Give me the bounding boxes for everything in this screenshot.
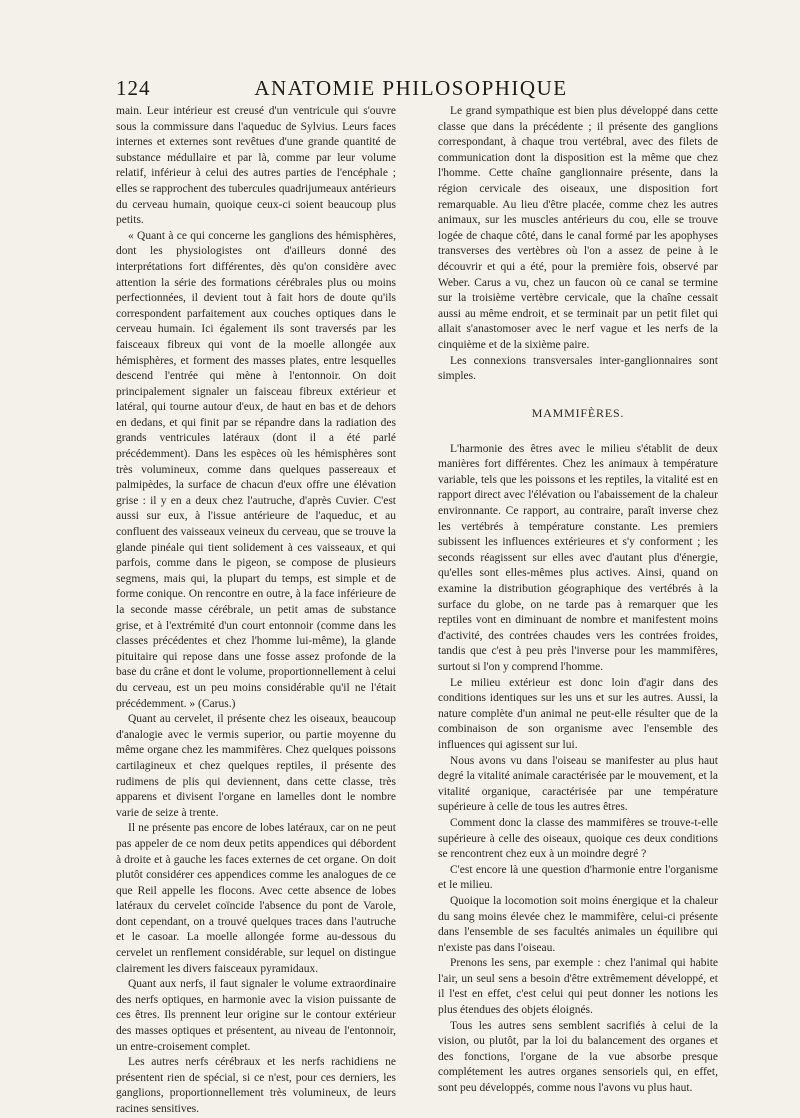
paragraph: Il ne présente pas encore de lobes latéraux, car on ne peut pas appeler de ce nom deux petits appendices qui débordent à droite et à gauche les faces externes de cet organe. On doit plutôt considérer ces appendices comme les analogues de ce que Reil appelle les flocons. Avec cette absence de lobes latéraux du cervelet coïncide l'absence du pont de Varole, dont cependant, on a trouvé quelques traces dans l'autruche et le casoar. La moelle allongée forme au-dessous du cervelet un renflement considérable, sur lequel on distingue clairement les divers faisceaux pyramidaux. [116, 822, 396, 975]
page-header [116, 76, 706, 102]
paragraph: main. Leur intérieur est creusé d'un ventricule qui s'ouvre sous la commissure dans l'aqueduc de Sylvius. Leurs faces internes et externes sont revêtues d'une grande quantité de substance médullaire et par là, comme par leur volume relatif, inférieur à celui des autres parties de l'encéphale ; elles se rapprochent des tubercules quadrijumeaux antérieurs du cerveau humain, quoique ceux-ci soient beaucoup plus petits. [116, 105, 396, 227]
paragraph: Quant au cervelet, il présente chez les oiseaux, beaucoup d'analogie avec le vermis superior, ou partie moyenne du même organe chez les mammifères. Chez quelques poissons cartilagineux et chez quelques reptiles, il présente des rudimens de plis qui deviennent, dans cette classe, très apparens et divisent l'organe en lamelles dont le nombre varie de seize à trente. [116, 713, 396, 819]
right-column [438, 104, 718, 1097]
paragraph: « Quant à ce qui concerne les ganglions des hémisphères, dont les physiologistes ont d'ailleurs donné des interprétations fort différentes, dès qu'on considère avec attention la série des formations cérébrales plus ou moins perfectionnées, il devient tout à fait hors de doute qu'ils correspondent parfaitement aux couches optiques dans le cerveau humain. Ici également ils sont traversés par les faisceaux fibreux qui vont de la moelle allongée aux hémisphères, et forment des masses plates, entre lesquelles descend l'entrée qui mène à l'entonnoir. On doit principalement signaler un faisceau fibreux extérieur et latéral, qui tourne autour d'eux, de haut en bas et de dehors en dedans, et qui finit par se répandre dans la radiation des grands ventricules latéraux (dont il a été parlé précédemment). Dans les espèces où les hémisphères sont très volumineux, comme dans quelques passereaux et palmipèdes, la surface de chacun d'eux offre une élévation grise : il y en a deux chez l'autruche, d'après Cuvier. C'est aussi sur eux, à l'issue antérieure de l'aqueduc, et au confluent des vaisseaux veineux du cerveau, que se trouve la glande pinéale qui tient solidement à ces vaisseaux, et qui parfois, comme dans le pigeon, se compose de plusieurs segmens, mais qui, la plupart du temps, est simple et de forme conique. On rencontre en outre, à la face inférieure de la seconde masse cérébrale, un petit amas de substance grise, et à l'extrémité d'un court entonnoir (comme dans les classes précédentes et chez l'homme lui-même), la glande pituitaire qui repose dans une fosse assez profonde de la base du crâne et dont le volume, proportionnellement à celui du cerveau, est un peu moins considérable qu'il ne l'était précédemment. » (Carus.) [116, 229, 396, 710]
paragraph: Quoique la locomotion soit moins énergique et la chaleur du sang moins élevée chez le mammifère, celui-ci présente dans l'ensemble de ses facultés animales un équilibre qui n'existe pas dans l'oiseau. [438, 894, 718, 954]
paragraph: C'est encore là une question d'harmonie entre l'organisme et le milieu. [438, 863, 718, 892]
paragraph: L'harmonie des êtres avec le milieu s'établit de deux manières fort différentes. Chez les animaux à température variable, tels que les poissons et les reptiles, la vitalité est en rapport direct avec l'élévation ou l'abaissement de la chaleur environnante. Ce rapport, au contraire, paraît inverse chez les vertébrés à température constante. Les premiers subissent les influences extérieures et s'y conforment ; les seconds réagissent sur elles avec d'autant plus d'énergie, qu'elles sont elles-mêmes plus actives. Ainsi, quand on examine la distribution géographique des vertébrés à la surface du globe, on ne tarde pas à remarquer que les reptiles vont en diminuant de nombre et manifestent moins d'activité, des contrées chaudes vers les contrées froides, tandis que c'est à peu près l'inverse pour les mammifères, surtout si l'on y comprend l'homme. [438, 442, 718, 673]
paragraph: Quant aux nerfs, il faut signaler le volume extraordinaire des nerfs optiques, en harmonie avec la vision puissante de ces êtres. Ils prennent leur origine sur le contour extérieur des masses optiques et présentent, au niveau de l'entonnoir, un entre-croisement complet. [116, 978, 396, 1053]
paragraph: Le grand sympathique est bien plus développé dans cette classe que dans la précédente ; il présente des ganglions correspondant, à chaque trou vertébral, avec des filets de communication dont la disposition est la même que chez l'homme. Cette chaîne ganglionnaire présente, dans la région cervicale des oiseaux, une disposition fort remarquable. Au lieu d'être placée, comme chez les autres animaux, sur les muscles antérieurs du cou, elle se trouve logée de chaque côté, dans le canal formé par les apophyses transverses des vertèbres où l'on a assez de peine à le découvrir et qui a été, pour la première fois, observé par Weber. Carus a vu, chez un faucon où ce canal se termine sur la troisième vertèbre cervicale, que la chaîne cessait aussi au même endroit, et se terminait par un petit filet qui allait s'anastomoser avec le nerf vague et les nerfs de la cinquième et de la sixième paire. [438, 105, 718, 351]
page-number: 124 [116, 76, 151, 100]
paragraph: Nous avons vu dans l'oiseau se manifester au plus haut degré la vitalité animale caractérisée par le mouvement, et la vitalité organique, caractérisée par une température supérieure à celle de tous les autres êtres. [438, 754, 718, 814]
running-title: ANATOMIE PHILOSOPHIQUE [254, 76, 568, 100]
paragraph: Prenons les sens, par exemple : chez l'animal qui habite l'air, un seul sens a besoin d'être extrêmement développé, et il l'est en effet, c'est celui qui peut donner les notions les plus étendues des objets éloignés. [438, 957, 718, 1017]
paragraph: Les autres nerfs cérébraux et les nerfs rachidiens ne présentent rien de spécial, si ce n'est, pour ces derniers, les ganglions, proportionnellement très volumineux, de leurs racines sensitives. [116, 1056, 396, 1115]
left-column [116, 104, 396, 1118]
paragraph: Comment donc la classe des mammifères se trouve-t-elle supérieure à celle des oiseaux, quoique ces deux conditions se rencontrent chez eux à un moindre degré ? [438, 816, 718, 861]
paragraph: Tous les autres sens semblent sacrifiés à celui de la vision, ou plutôt, par la loi du balancement des organes et des fonctions, l'organe de la vue absorbe presque complétement les autres organes sensoriels qui, en effet, sont peu développés, comme nous l'avons vu plus haut. [438, 1019, 718, 1095]
section-heading: MAMMIFÈRES. [531, 405, 625, 420]
paragraph: Les connexions transversales inter-ganglionnaires sont simples. [438, 354, 718, 383]
paragraph: Le milieu extérieur est donc loin d'agir dans des conditions identiques sur les uns et sur les autres. Aussi, la nature complète d'un animal ne peut-elle résulter que de la combinaison de son organisme avec l'ensemble des influences qui agissent sur lui. [438, 676, 718, 751]
